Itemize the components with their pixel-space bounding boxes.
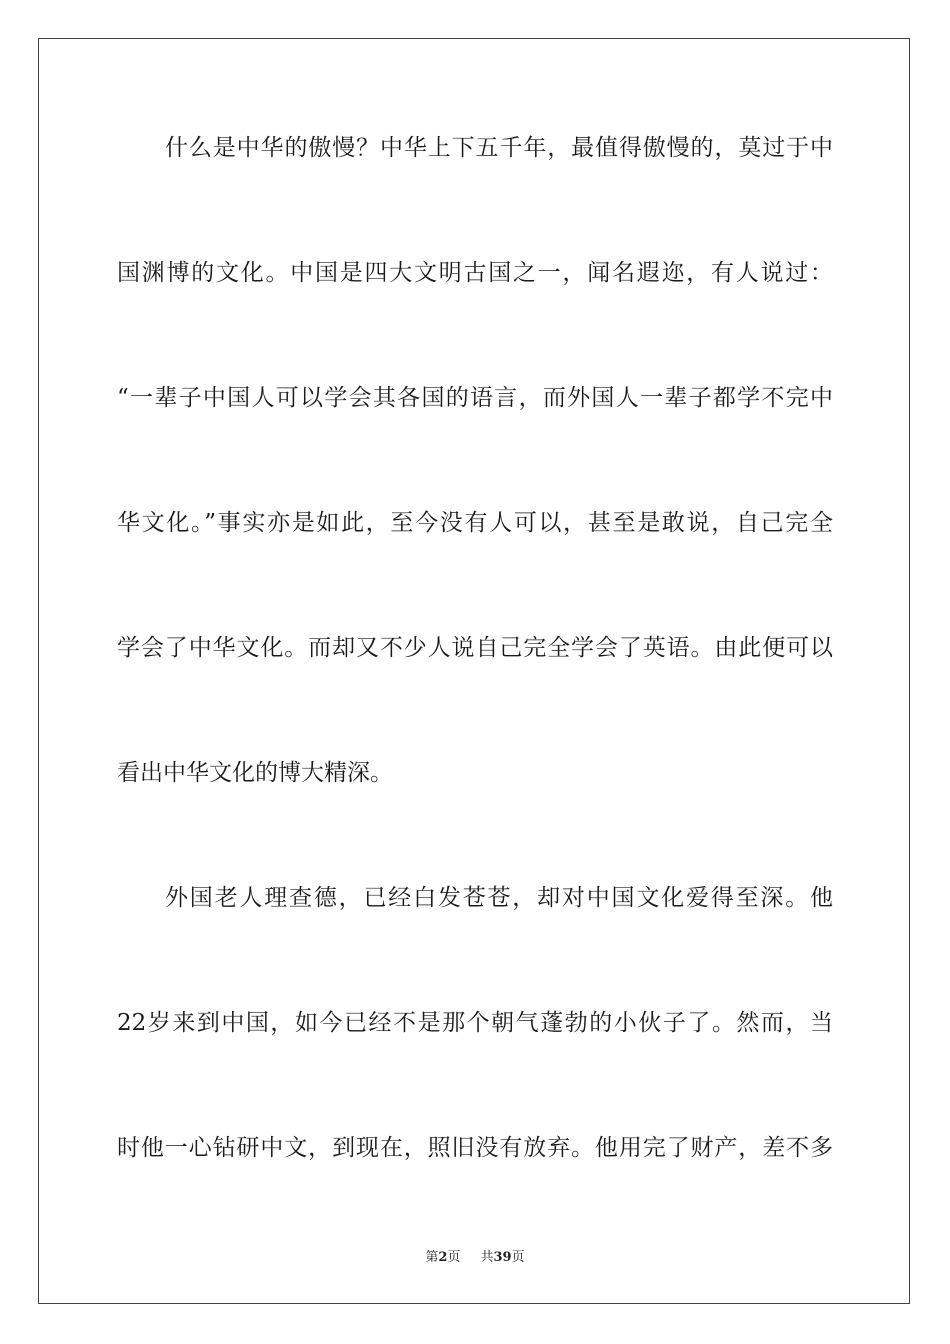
paragraph-line: 学会了中华文化。而却又不少人说自己完全学会了英语。由此便可以: [117, 635, 833, 661]
paragraph-line: 华文化。”事实亦是如此，至今没有人可以，甚至是敢说，自己完全: [117, 510, 833, 536]
paragraph-line: 看出中华文化的博大精深。: [117, 760, 393, 786]
paragraph-line: 外国老人理查德，已经白发苍苍，却对中国文化爱得至深。他: [165, 885, 833, 911]
paragraph-line: 22岁来到中国，如今已经不是那个朝气蓬勃的小伙子了。然而，当: [117, 1010, 833, 1036]
footer-page-prefix: 第: [425, 1250, 439, 1265]
page-footer: [0, 1246, 950, 1265]
footer-total-pages: 39: [493, 1250, 512, 1265]
page-border: [38, 38, 910, 1304]
paragraph-line: 国渊博的文化。中国是四大文明古国之一，闻名遐迩，有人说过：: [117, 260, 833, 286]
footer-total-prefix: 共: [480, 1250, 494, 1265]
paragraph-line: 时他一心钻研中文，到现在，照旧没有放弃。他用完了财产，差不多: [117, 1135, 833, 1161]
paragraph-line: “一辈子中国人可以学会其各国的语言，而外国人一辈子都学不完中: [117, 385, 833, 411]
footer-page-number: 2: [438, 1250, 448, 1265]
footer-page-suffix: 页: [447, 1250, 461, 1265]
paragraph-line: 什么是中华的傲慢？中华上下五千年，最值得傲慢的，莫过于中: [165, 135, 833, 161]
footer-total-suffix: 页: [511, 1250, 525, 1265]
